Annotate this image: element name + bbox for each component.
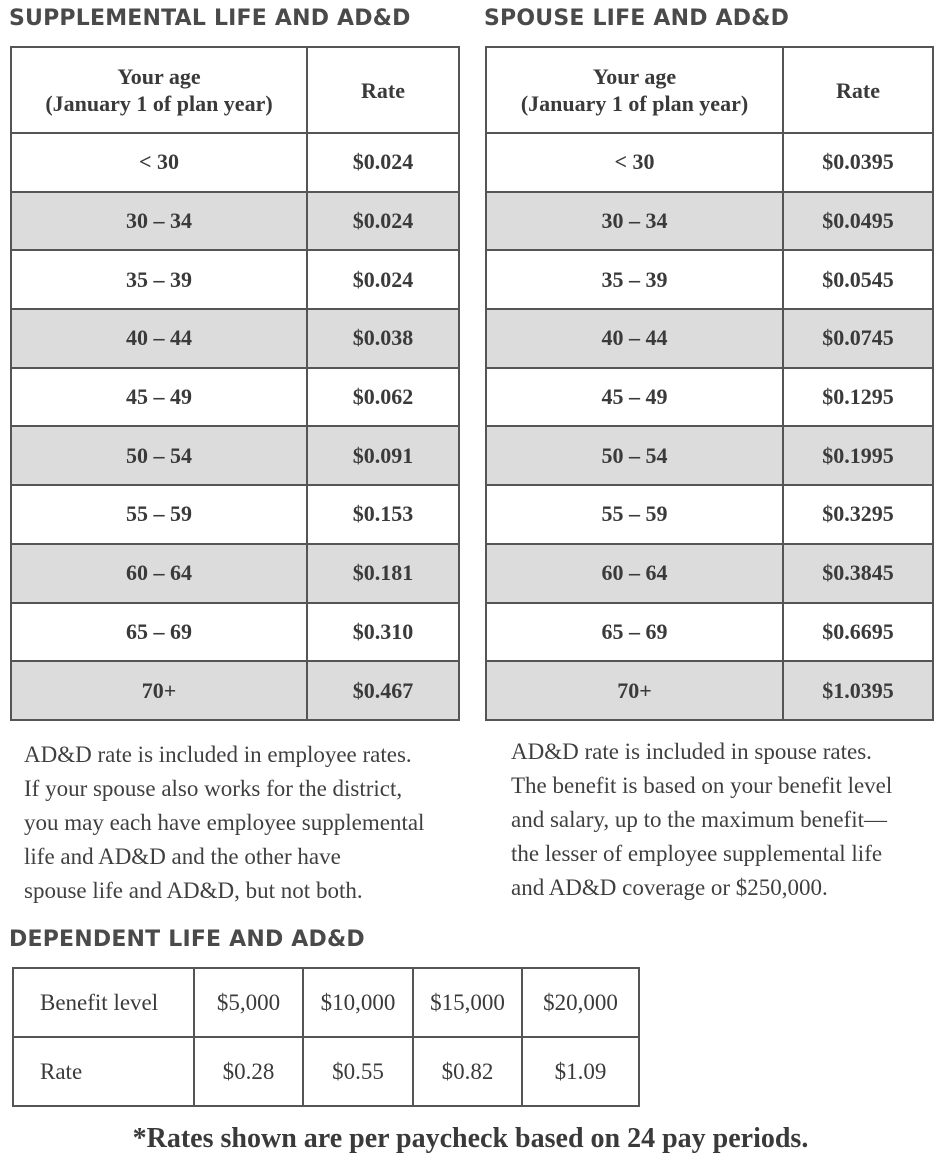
age-cell: 65 – 69 — [11, 603, 307, 662]
table-row — [486, 426, 933, 485]
note-line: and AD&D coverage or $250,000. — [511, 875, 828, 900]
age-cell: 65 – 69 — [486, 603, 783, 662]
table-row — [11, 133, 459, 192]
supplemental-note — [24, 738, 469, 908]
age-cell: 45 – 49 — [486, 368, 783, 427]
benefit-level-cell: $5,000 — [194, 968, 303, 1037]
note-line: life and AD&D and the other have — [24, 844, 341, 869]
table-row — [11, 485, 459, 544]
rate-cell: $0.55 — [303, 1037, 413, 1106]
benefit-level-cell: $20,000 — [522, 968, 639, 1037]
rate-cell: $0.0495 — [783, 192, 933, 251]
rate-cell: $1.09 — [522, 1037, 639, 1106]
rate-cell: $0.1995 — [783, 426, 933, 485]
rate-cell: $0.091 — [307, 426, 459, 485]
rate-label: Rate — [13, 1037, 194, 1106]
table-row — [11, 250, 459, 309]
note-line: AD&D rate is included in spouse rates. — [511, 739, 872, 764]
note-line: spouse life and AD&D, but not both. — [24, 878, 363, 903]
rate-cell: $0.6695 — [783, 603, 933, 662]
table-row — [11, 603, 459, 662]
age-header-line2: (January 1 of plan year) — [520, 91, 749, 116]
age-cell: 50 – 54 — [11, 426, 307, 485]
dependent-life-heading: DEPENDENT LIFE AND AD&D — [9, 927, 365, 952]
age-cell: 30 – 34 — [486, 192, 783, 251]
age-cell: 70+ — [486, 661, 783, 720]
table-row — [486, 133, 933, 192]
age-cell: 40 – 44 — [11, 309, 307, 368]
age-cell: 55 – 59 — [11, 485, 307, 544]
table-header-row — [11, 47, 459, 133]
age-cell: 60 – 64 — [486, 544, 783, 603]
supplemental-life-heading: SUPPLEMENTAL LIFE AND AD&D — [9, 6, 411, 31]
age-cell: 40 – 44 — [486, 309, 783, 368]
benefit-level-cell: $10,000 — [303, 968, 413, 1037]
age-cell: 35 – 39 — [486, 250, 783, 309]
age-header-line2: (January 1 of plan year) — [45, 91, 273, 116]
table-header-row — [486, 47, 933, 133]
rate-cell: $0.062 — [307, 368, 459, 427]
spouse-note — [511, 735, 931, 905]
age-cell: 70+ — [11, 661, 307, 720]
rate-cell: $0.0395 — [783, 133, 933, 192]
table-row — [11, 309, 459, 368]
benefit-level-label: Benefit level — [13, 968, 194, 1037]
rate-cell: $0.28 — [194, 1037, 303, 1106]
table-row — [486, 368, 933, 427]
age-cell: 50 – 54 — [486, 426, 783, 485]
age-cell: 45 – 49 — [11, 368, 307, 427]
note-line: AD&D rate is included in employee rates. — [24, 742, 412, 767]
rate-column-header: Rate — [783, 47, 933, 133]
rate-cell: $0.310 — [307, 603, 459, 662]
rate-cell: $0.467 — [307, 661, 459, 720]
table-row — [486, 603, 933, 662]
rate-cell: $0.0745 — [783, 309, 933, 368]
rate-cell: $0.038 — [307, 309, 459, 368]
age-cell: < 30 — [11, 133, 307, 192]
age-cell: 55 – 59 — [486, 485, 783, 544]
rate-cell: $0.82 — [413, 1037, 522, 1106]
age-cell: 35 – 39 — [11, 250, 307, 309]
footnote: *Rates shown are per paycheck based on 24 pay periods. — [132, 1123, 809, 1154]
rate-column-header: Rate — [307, 47, 459, 133]
rate-cell: $0.024 — [307, 250, 459, 309]
age-column-header — [11, 47, 307, 133]
rate-cell: $1.0395 — [783, 661, 933, 720]
rate-cell: $0.0545 — [783, 250, 933, 309]
spouse-life-heading: SPOUSE LIFE AND AD&D — [484, 6, 790, 31]
note-line: If your spouse also works for the district, — [24, 776, 403, 801]
rate-cell: $0.024 — [307, 133, 459, 192]
age-header-line1: Your age — [592, 64, 677, 89]
rate-row — [13, 1037, 639, 1106]
table-row — [11, 368, 459, 427]
note-line: the lesser of employee supplemental life — [511, 841, 883, 866]
age-column-header — [486, 47, 783, 133]
rate-cell: $0.3295 — [783, 485, 933, 544]
note-line: The benefit is based on your benefit level — [511, 773, 893, 798]
age-cell: 60 – 64 — [11, 544, 307, 603]
age-cell: < 30 — [486, 133, 783, 192]
rate-cell: $0.024 — [307, 192, 459, 251]
dependent-rate-table — [12, 967, 640, 1107]
table-row — [11, 192, 459, 251]
rate-cell: $0.153 — [307, 485, 459, 544]
rate-cell: $0.3845 — [783, 544, 933, 603]
table-row — [11, 661, 459, 720]
table-row — [486, 250, 933, 309]
supplemental-rate-table — [10, 46, 460, 721]
note-line: you may each have employee supplemental — [24, 810, 425, 835]
benefit-level-cell: $15,000 — [413, 968, 522, 1037]
table-row — [486, 192, 933, 251]
age-header-line1: Your age — [117, 64, 201, 89]
benefit-level-row — [13, 968, 639, 1037]
table-row — [486, 544, 933, 603]
rate-cell: $0.1295 — [783, 368, 933, 427]
note-line: and salary, up to the maximum benefit— — [511, 807, 887, 832]
table-row — [486, 485, 933, 544]
table-row — [11, 544, 459, 603]
table-row — [11, 426, 459, 485]
table-row — [486, 661, 933, 720]
age-cell: 30 – 34 — [11, 192, 307, 251]
spouse-rate-table — [485, 46, 934, 721]
rate-cell: $0.181 — [307, 544, 459, 603]
table-row — [486, 309, 933, 368]
